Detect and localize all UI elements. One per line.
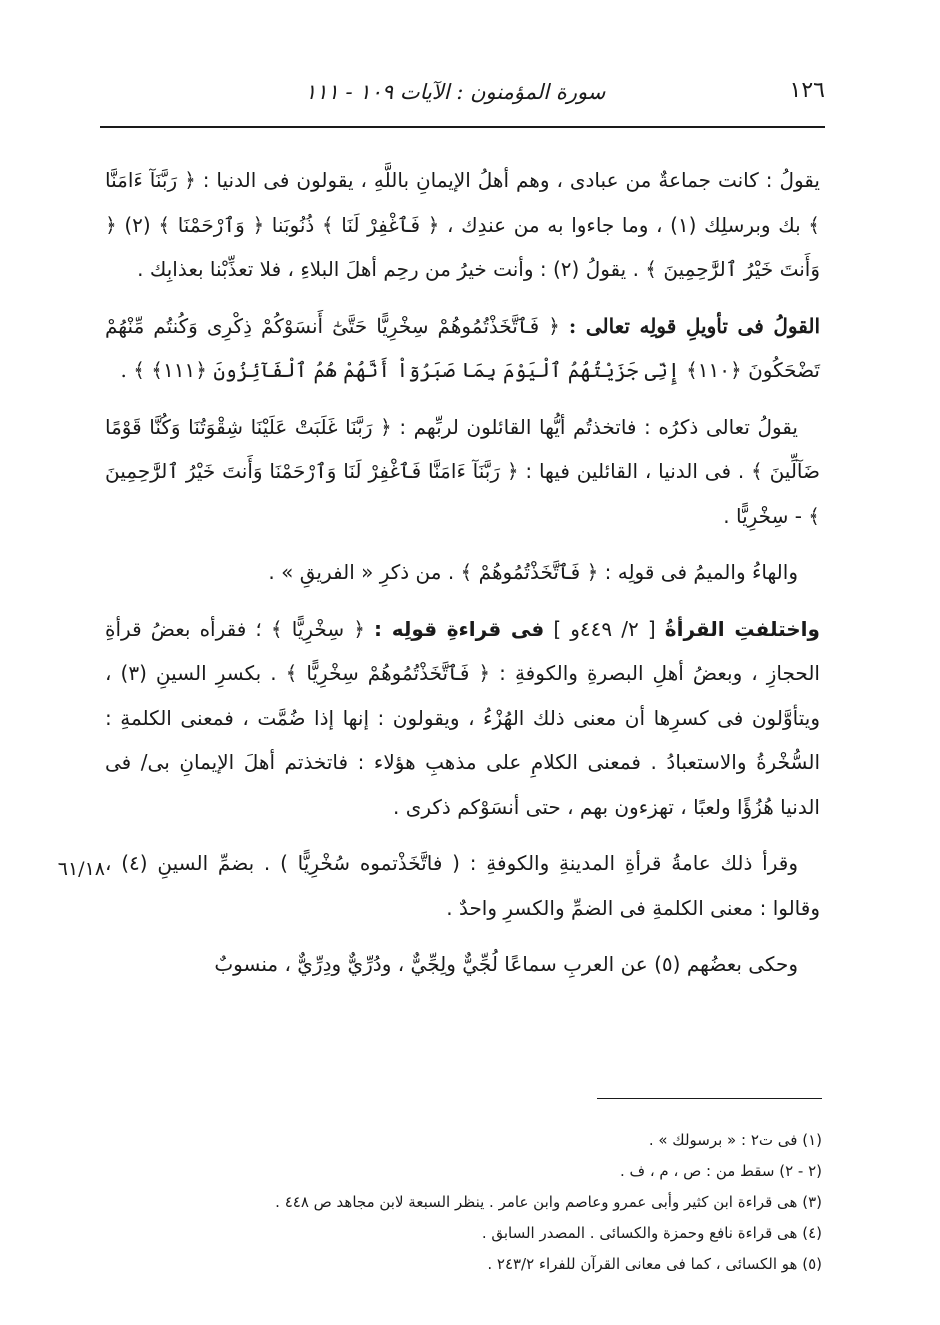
paragraph-text: ﴿ سِخْرِيًّا ﴾ ؛ فقرأه بعضُ قرأةِ الحجازِ ، وبعضُ أهلِ البصرةِ والكوفةِ : ﴿ فَٱتَّخَذْتُمُوهُمْ سِخْرِيًّا ﴾ . بكسرِ السينِ (٣) ، ويتأوَّلون فى كسرِها أن معنى ذلك الهُزْءُ ، ويقولون : إنها إذا ضُمَّت ، فمعنى الكلمةِ : السُّخْرةُ والاستعبادُ . فمعنى الكلامِ على مذهبِ هؤلاء : فاتخذتم أهلَ الإيمانِ بى/ فى الدنيا هُزُؤًا ولعبًا ، تهزءون بهم ، حتى أنسَوْكم ذكرى .: [105, 616, 820, 819]
footnote-rule: [597, 1098, 822, 1099]
page-number: ١٢٦: [789, 78, 825, 103]
paragraph: [105, 158, 820, 292]
footnotes: [122, 1125, 822, 1280]
paragraph-text: يقولُ تعالى ذكرُه : فاتخذتُم أيُّها القائلون لربِّهم : ﴿ رَبَّنَا غَلَبَتْ عَلَيْنَا شِقْوَتُنَا وَكُنَّا قَوْمًا ضَآلِّينَ ﴾ . فى الدنيا ، القائلين فيها : ﴿ رَبَّنَآ ءَامَنَّا فَٱغْفِرْ لَنَا وَٱرْحَمْنَا وَأَنتَ خَيْرُ ٱلرَّٰحِمِينَ ﴾ - سِخْرِيًّا .: [105, 414, 820, 528]
paragraph-text: وقرأ ذلك عامةُ قرأةِ المدينةِ والكوفةِ : ( فاتَّخَذْتموه سُخْرِيًّا ) . بضمِّ السينِ (٤) ، وقالوا : معنى الكلمةِ فى الضمِّ والكسرِ واحدٌ .: [105, 851, 820, 920]
footnote: (٤) هى قراءة نافع وحمزة والكسائى . المصدر السابق .: [481, 1224, 822, 1242]
footnote: (٢ - ٢) سقط من : ص ، م ، ف .: [619, 1162, 822, 1180]
footnote: (١) فى ت٢ : « برسولك » .: [648, 1131, 822, 1149]
paragraph: [105, 942, 820, 987]
margin-reference: ٦١/١٨: [57, 858, 105, 880]
paragraph-heading: [105, 304, 820, 393]
paragraph-text: والهاءُ والميمُ فى قولِه : ﴿ فَٱتَّخَذْتُمُوهُمْ ﴾ . من ذكرِ « الفريقِ » .: [268, 560, 798, 584]
paragraph-text: يقولُ : كانت جماعةٌ من عبادى ، وهم أهلُ الإيمانِ باللَّهِ ، يقولون فى الدنيا : ﴿ رَبَّنَآ ءَامَنَّا ﴾ بك وبرسلِك (١) ، وما جاءوا به من عندِك ، ﴿ فَٱغْفِرْ لَنَا ﴾ ذُنُوبَنا ﴿ وَٱرْحَمْنَا ﴾ (٢) ﴿ وَأَنتَ خَيْرُ ٱلرَّٰحِمِينَ ﴾ . يقولُ (٢) : وأنت خيرُ من رحِم أهلَ البلاءِ ، فلا تعذِّبْنا بعذابِك .: [105, 168, 821, 281]
footnote: (٥) هو الكسائى ، كما فى معانى القرآن للفراء ٢٤٣/٢ .: [487, 1255, 822, 1273]
header-rule: [100, 126, 825, 128]
running-title: سورة المؤمنون : الآيات ١٠٩ - ١١١: [305, 80, 606, 104]
section-heading: القولُ فى تأويلِ قولِه تعالى :: [568, 313, 820, 338]
quran-verse: ﴿ فَٱتَّخَذْتُمُوهُمْ سِخْرِيًّا حَتَّىٰٓ أَنسَوْكُمْ ذِكْرِى وَكُنتُم مِّنْهُمْ تَضْحَكُونَ ﴿١١٠﴾ إِنِّى جَزَيْتُهُمُ ٱلْيَوْمَ بِمَا صَبَرُوٓاْ أَنَّهُمْ هُمُ ٱلْفَآئِزُونَ ﴿١١١﴾ ﴾ .: [105, 313, 820, 382]
paragraph: [105, 550, 820, 595]
main-text: [105, 158, 820, 999]
paragraph: [105, 607, 820, 830]
paragraph: [105, 405, 820, 539]
manuscript-ref: [ ٢/ ٤٤٩و ]: [544, 616, 665, 641]
page-header: [100, 78, 825, 118]
paragraph-text: وحكى بعضُهم (٥) عن العربِ سماعًا لُجِّيٌّ ولِجِّيٌّ ، ودُرِّيٌّ ودِرِّيٌّ ، منسوبٌ: [214, 952, 798, 976]
section-heading: واختلفتِ القرأةُ: [664, 616, 820, 641]
footnote: (٣) هى قراءة ابن كثير وأبى عمرو وعاصم وابن عامر . ينظر السبعة لابن مجاهد ص ٤٤٨ .: [275, 1193, 822, 1211]
section-heading-cont: فى قراءةِ قولِه :: [374, 616, 545, 641]
paragraph: [105, 841, 820, 930]
